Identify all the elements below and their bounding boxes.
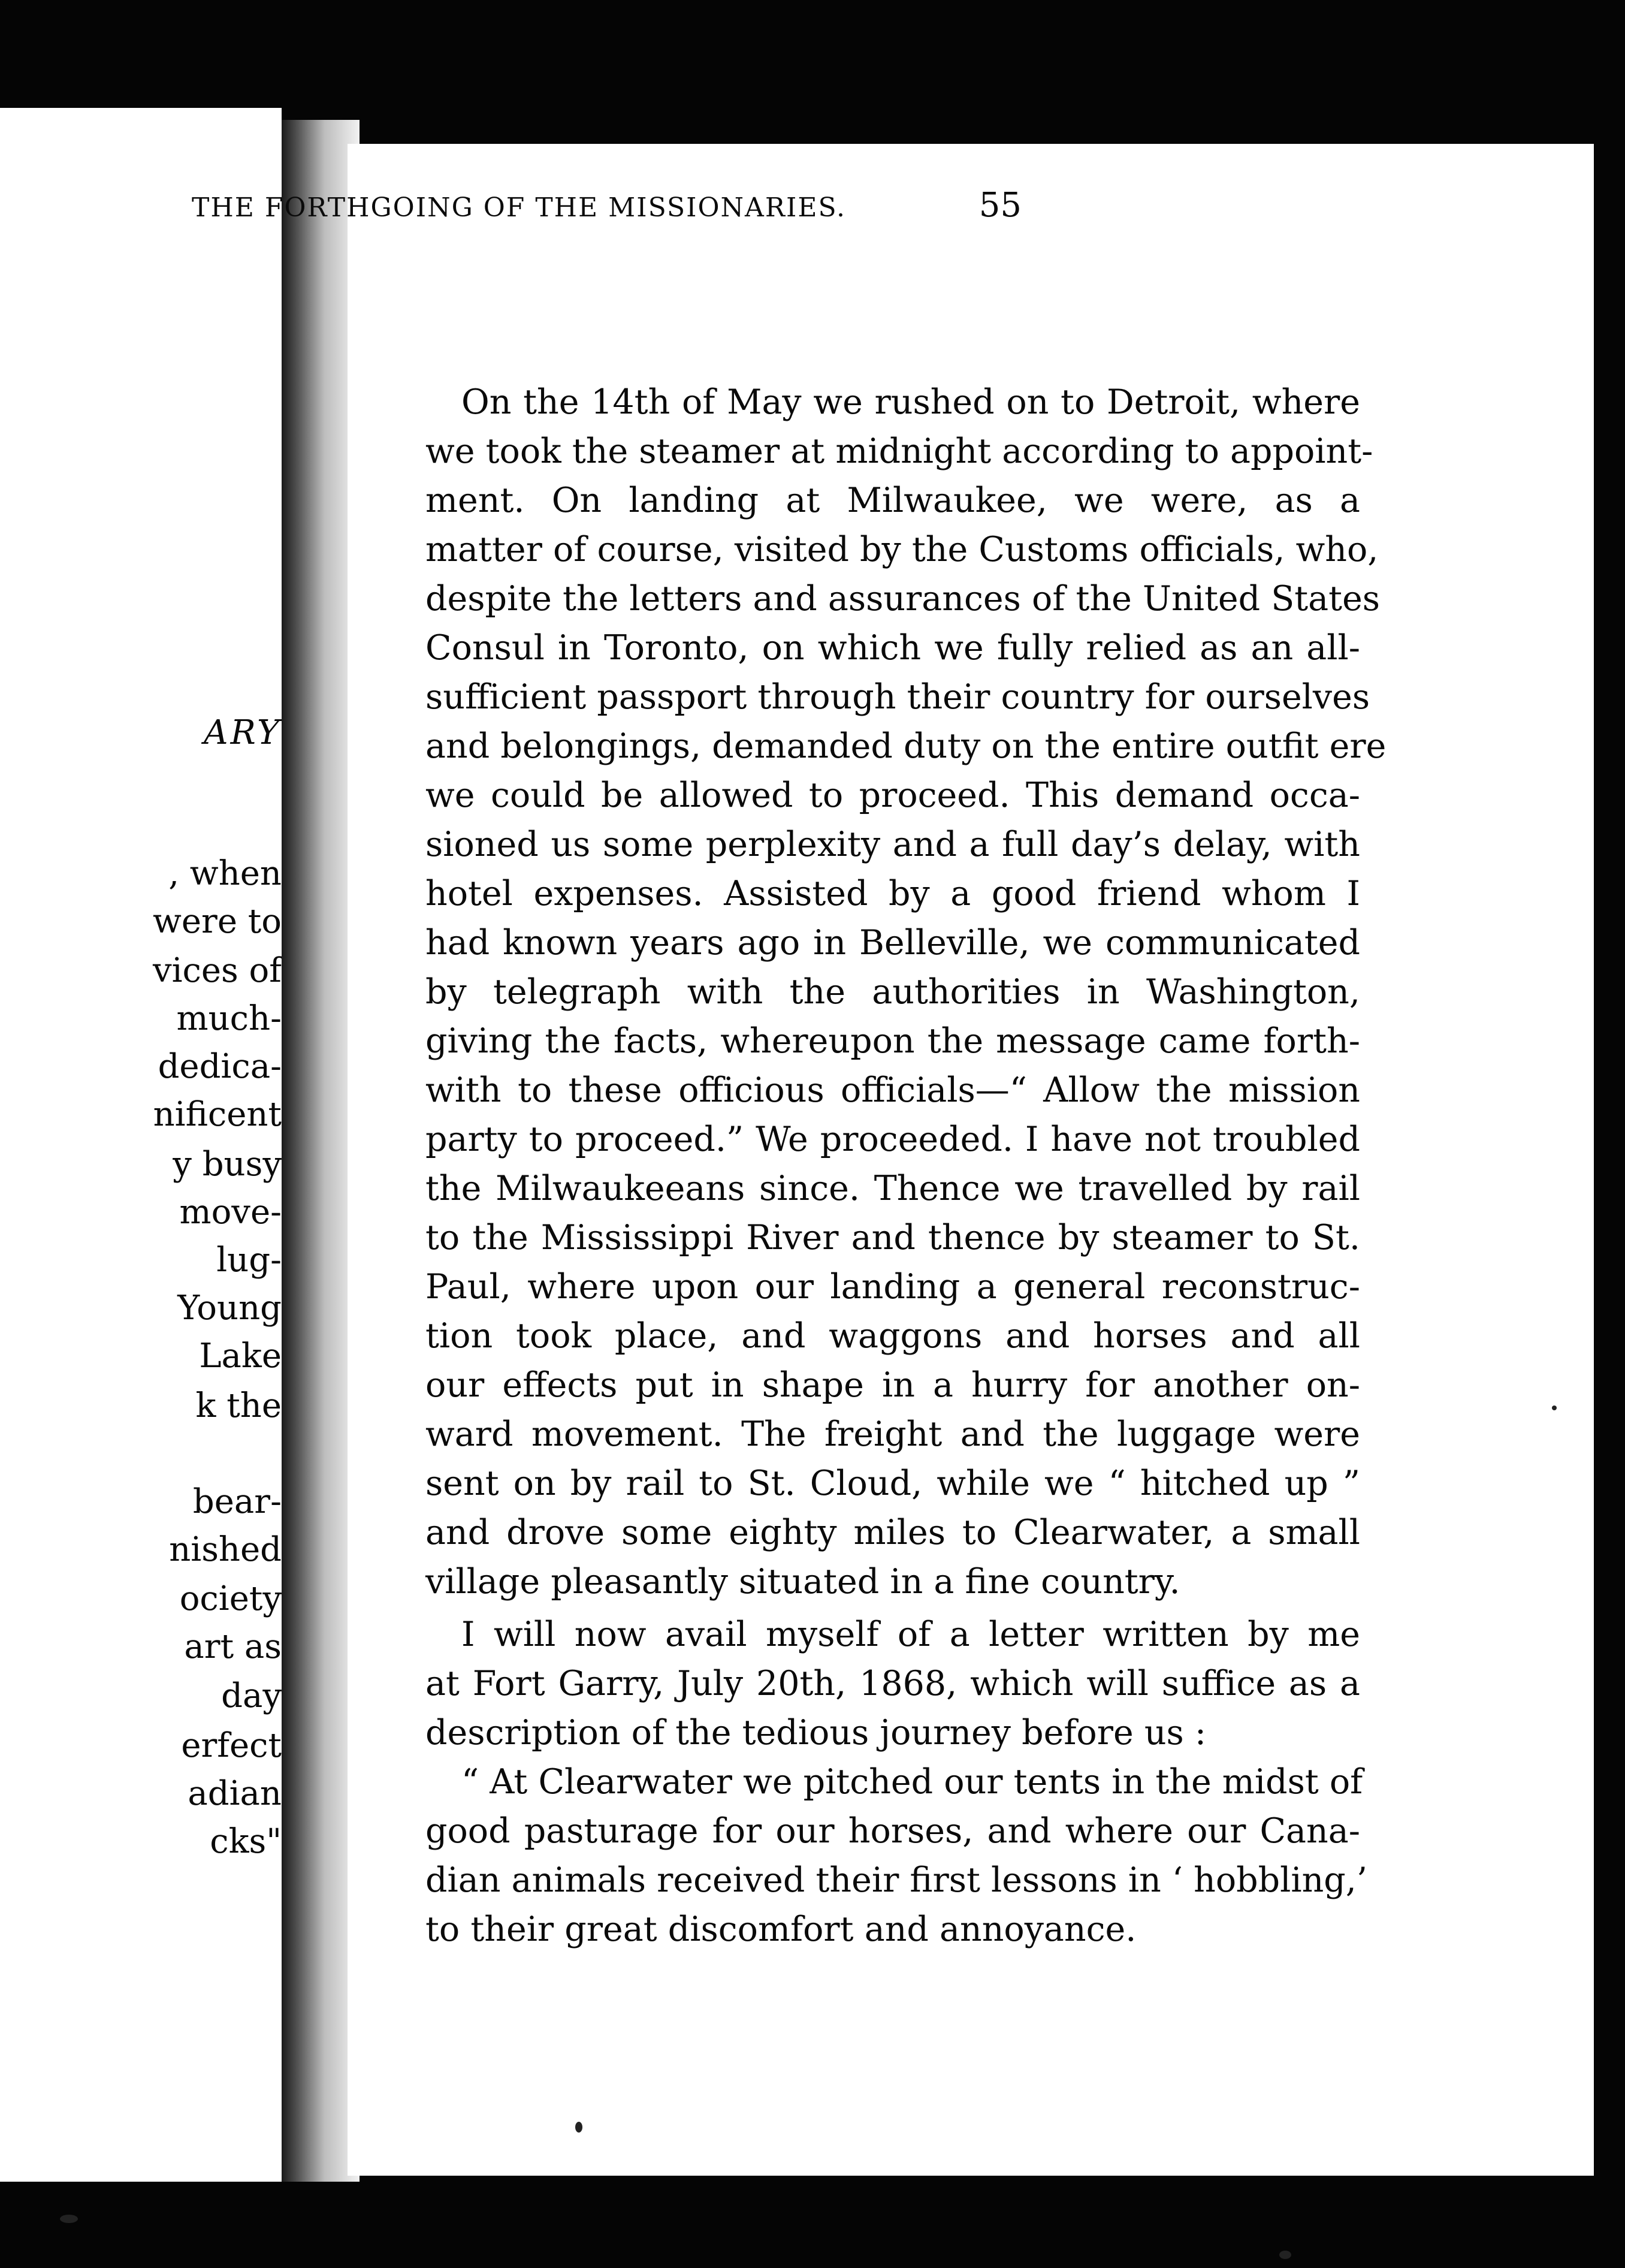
facing-page-line: vices of: [152, 951, 282, 990]
text-line: our effects put in shape in a hurry for another on-: [425, 1365, 1360, 1405]
text-line: we took the steamer at midnight according to appoint-: [425, 432, 1373, 471]
text-line: giving the facts, whereupon the message came forth-: [425, 1021, 1360, 1061]
facing-page-line: day: [221, 1676, 282, 1715]
running-title: THE FORTHGOING OF THE MISSIONARIES.: [192, 192, 847, 223]
text-line: party to proceed.” We proceeded. I have not troubled: [425, 1120, 1360, 1159]
facing-page-line: dedica-: [158, 1047, 282, 1086]
text-line: Paul, where upon our landing a general reconstruc-: [425, 1267, 1360, 1307]
text-line: I will now avail myself of a letter written by me: [461, 1615, 1360, 1654]
facing-page-line: ociety: [179, 1579, 282, 1618]
text-line: On the 14th of May we rushed on to Detroit, where: [461, 382, 1360, 422]
text-line: tion took place, and waggons and horses and all: [425, 1316, 1360, 1356]
text-line: ward movement. The freight and the luggage were: [425, 1415, 1360, 1454]
text-line: good pasturage for our horses, and where our Cana-: [425, 1811, 1360, 1851]
text-line: Consul in Toronto, on which we fully relied as an all-: [425, 628, 1360, 668]
facing-page-line: nificent: [153, 1095, 282, 1134]
facing-page-heading-fragment: ARY: [204, 713, 282, 752]
text-line: by telegraph with the authorities in Washington,: [425, 972, 1360, 1012]
facing-page-line: art as: [184, 1627, 282, 1666]
text-line: “ At Clearwater we pitched our tents in the midst of: [461, 1762, 1363, 1802]
text-line: and drove some eighty miles to Clearwater, a small: [425, 1513, 1360, 1552]
text-line: matter of course, visited by the Customs officials, who,: [425, 530, 1379, 569]
text-line: sent on by rail to St. Cloud, while we “ hitched up ”: [425, 1464, 1360, 1503]
print-speck: [60, 2215, 78, 2223]
text-line: dian animals received their first lessons in ‘ hobbling,’: [425, 1860, 1368, 1900]
text-line: to the Mississippi River and thence by steamer to St.: [425, 1218, 1360, 1257]
text-line: and belongings, demanded duty on the entire outfit ere: [425, 726, 1387, 766]
facing-page-line: adian: [188, 1774, 282, 1813]
print-speck: [1279, 2251, 1291, 2259]
text-line: the Milwaukeeans since. Thence we travelled by rail: [425, 1169, 1360, 1208]
text-line: with to these officious officials—“ Allow the mission: [425, 1070, 1360, 1110]
facing-page-line: were to: [152, 902, 282, 941]
text-line: village pleasantly situated in a fine country.: [425, 1562, 1180, 1602]
text-line: ment. On landing at Milwaukee, we were, as a: [425, 481, 1360, 520]
text-line: sioned us some perplexity and a full day’s delay, with: [425, 825, 1360, 864]
text-line: we could be allowed to proceed. This demand occa-: [425, 776, 1360, 815]
facing-page-line: Young: [177, 1289, 282, 1328]
running-header: [192, 186, 1022, 225]
facing-page-line: , when: [168, 854, 282, 893]
text-line: at Fort Garry, July 20th, 1868, which will suffice as a: [425, 1664, 1360, 1703]
facing-page-line: bear-: [192, 1482, 282, 1521]
text-line: description of the tedious journey before us :: [425, 1713, 1207, 1753]
facing-page-line: erfect: [181, 1726, 282, 1765]
print-speck: [1552, 1406, 1557, 1410]
print-speck: [575, 2122, 582, 2133]
facing-page-line: nished: [169, 1530, 282, 1569]
facing-page-fragment: [0, 108, 282, 2182]
page-number: 55: [978, 186, 1022, 225]
text-line: despite the letters and assurances of the United States: [425, 579, 1381, 619]
text-line: had known years ago in Belleville, we communicated: [425, 923, 1360, 963]
text-line: hotel expenses. Assisted by a good friend whom I: [425, 874, 1360, 913]
facing-page-line: cks": [210, 1822, 282, 1861]
text-line: to their great discomfort and annoyance.: [425, 1910, 1137, 1949]
facing-page-line: much-: [176, 999, 282, 1038]
facing-page-line: k the: [195, 1386, 282, 1425]
facing-page-line: Lake: [199, 1337, 282, 1376]
text-line: sufficient passport through their country for ourselves: [425, 677, 1370, 717]
facing-page-line: y busy: [173, 1145, 282, 1184]
facing-page-line: lug-: [216, 1241, 282, 1280]
facing-page-line: move-: [179, 1193, 282, 1232]
